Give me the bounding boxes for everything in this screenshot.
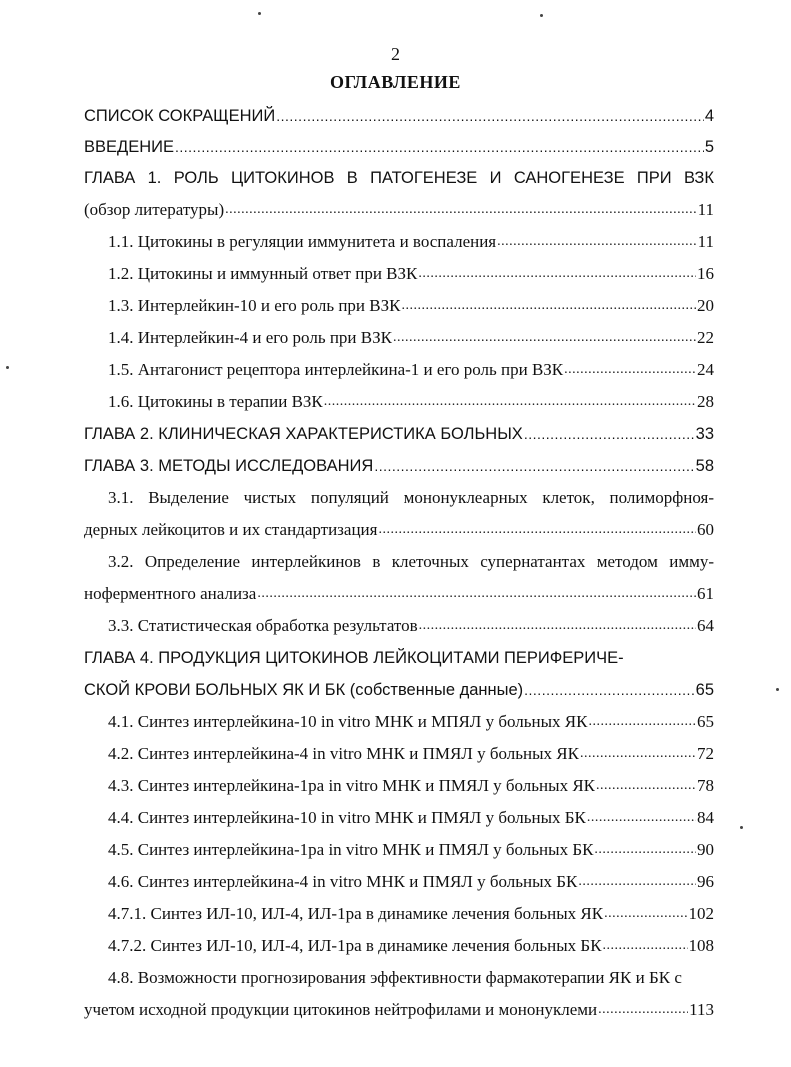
toc-entry-text: 4.4. Синтез интерлейкина-10 in vitro МНК и ПМЯЛ у больных БК — [108, 808, 586, 827]
toc-leader-dots — [257, 586, 696, 604]
toc-entry-4-1[interactable] — [108, 708, 714, 732]
toc-leader-dots — [497, 234, 696, 252]
toc-entry-page: 4 — [704, 107, 714, 125]
toc-leader-dots — [324, 394, 696, 412]
toc-leader-dots — [401, 298, 696, 316]
toc-entry-text-line1: 4.8. Возможности прогнозирования эффективности фармакотерапии ЯК и БК с — [108, 968, 682, 987]
toc-entry-chapter-3[interactable] — [84, 452, 714, 476]
toc-leader-dots — [598, 1002, 688, 1020]
toc-entry-1-6[interactable] — [108, 388, 714, 412]
toc-entry-page: 22 — [697, 328, 714, 347]
toc-leader-dots — [418, 266, 696, 284]
scan-speck — [740, 826, 743, 829]
toc-leader-dots — [374, 458, 694, 476]
toc-entry-page: 20 — [697, 296, 714, 315]
toc-entry-page: 33 — [695, 425, 714, 443]
page-number: 2 — [391, 44, 400, 64]
toc-leader-dots — [604, 906, 687, 924]
toc-entry-page: 78 — [697, 776, 714, 795]
scan-speck — [540, 14, 543, 17]
toc-entry-1-3[interactable] — [108, 292, 714, 316]
toc-leader-dots — [393, 330, 696, 348]
toc-entry-text: 3.3. Статистическая обработка результатов — [108, 616, 418, 635]
toc-entry-page: 65 — [695, 681, 714, 699]
toc-entry-text: 1.3. Интерлейкин-10 и его роль при ВЗК — [108, 296, 401, 315]
toc-entry-page: 96 — [697, 872, 714, 891]
toc-entry-page: 16 — [697, 264, 714, 283]
toc-entry-page: 28 — [697, 392, 714, 411]
toc-entry-4-6[interactable] — [108, 868, 714, 892]
toc-entry-page: 58 — [695, 457, 714, 475]
toc-entry-1-2[interactable] — [108, 260, 714, 284]
toc-leader-dots — [603, 938, 688, 956]
toc-entry-text: учетом исходной продукции цитокинов нейтрофилами и мононуклеми — [84, 1000, 598, 1019]
toc-leader-dots — [524, 682, 695, 700]
toc-entry-introduction[interactable] — [84, 133, 714, 157]
toc-entry-chapter-1[interactable] — [84, 164, 714, 188]
toc-entry-text: ГЛАВА 3. МЕТОДЫ ИССЛЕДОВАНИЯ — [84, 457, 374, 475]
toc-leader-dots — [175, 139, 704, 157]
toc-entry-page: 61 — [697, 584, 714, 603]
toc-entry-3-2[interactable] — [108, 548, 714, 572]
toc-entry-text: (обзор литературы) — [84, 200, 225, 219]
toc-entry-text-line1: ГЛАВА 4. ПРОДУКЦИЯ ЦИТОКИНОВ ЛЕЙКОЦИТАМИ ПЕРИФЕРИЧЕ- — [84, 649, 624, 667]
toc-entry-4-2[interactable] — [108, 740, 714, 764]
toc-leader-dots — [378, 522, 696, 540]
toc-entry-page: 84 — [697, 808, 714, 827]
toc-entry-text: 1.4. Интерлейкин-4 и его роль при ВЗК — [108, 328, 392, 347]
toc-entry-4-7-1[interactable] — [108, 900, 714, 924]
toc-entry-chapter-2[interactable] — [84, 420, 714, 444]
toc-entry-page: 24 — [697, 360, 714, 379]
toc-entry-text: ГЛАВА 2. КЛИНИЧЕСКАЯ ХАРАКТЕРИСТИКА БОЛЬНЫХ — [84, 425, 523, 443]
toc-entry-3-1[interactable] — [108, 484, 714, 508]
toc-leader-dots — [564, 362, 696, 380]
toc-entry-chapter-1-cont[interactable] — [84, 196, 714, 220]
toc-entry-3-3[interactable] — [108, 612, 714, 636]
toc-leader-dots — [225, 202, 696, 220]
toc-entry-text-line1: 3.1. Выделение чистых популяций мононуклеарных клеток, полиморфноя- — [108, 488, 714, 507]
toc-leader-dots — [419, 618, 696, 636]
toc-entry-page: 64 — [697, 616, 714, 635]
toc-entry-page: 72 — [697, 744, 714, 763]
toc-entry-page: 5 — [704, 138, 714, 156]
toc-entry-page: 90 — [697, 840, 714, 859]
toc-entry-text: СКОЙ КРОВИ БОЛЬНЫХ ЯК И БК (собственные данные) — [84, 681, 524, 699]
toc-entry-3-1-cont[interactable] — [84, 516, 714, 540]
toc-entry-text: 4.7.2. Синтез ИЛ-10, ИЛ-4, ИЛ-1ра в динамике лечения больных БК — [108, 936, 602, 955]
toc-leader-dots — [276, 108, 704, 126]
toc-entry-text: 1.1. Цитокины в регуляции иммунитета и воспаления — [108, 232, 497, 251]
scan-speck — [6, 366, 9, 369]
toc-entry-chapter-4[interactable] — [84, 644, 714, 668]
toc-leader-dots — [580, 746, 696, 764]
toc-entry-text: 1.5. Антагонист рецептора интерлейкина-1 и его роль при ВЗК — [108, 360, 564, 379]
toc-entry-text: 4.6. Синтез интерлейкина-4 in vitro МНК и ПМЯЛ у больных БК — [108, 872, 578, 891]
toc-entry-page: 113 — [689, 1000, 714, 1019]
toc-entry-text: 4.2. Синтез интерлейкина-4 in vitro МНК и ПМЯЛ у больных ЯК — [108, 744, 579, 763]
toc-entry-1-1[interactable] — [108, 228, 714, 252]
toc-leader-dots — [588, 714, 696, 732]
scan-speck — [258, 12, 261, 15]
toc-leader-dots — [596, 778, 696, 796]
toc-entry-text: СПИСОК СОКРАЩЕНИЙ — [84, 107, 276, 125]
toc-entry-text: ноферментного анализа — [84, 584, 257, 603]
toc-entry-page: 65 — [697, 712, 714, 731]
toc-entry-text: ВВЕДЕНИЕ — [84, 138, 174, 156]
toc-entry-text: 1.6. Цитокины в терапии ВЗК — [108, 392, 323, 411]
scan-speck — [776, 688, 779, 691]
toc-entry-text-line1: 3.2. Определение интерлейкинов в клеточных супернатантах методом имму- — [108, 552, 714, 571]
toc-entry-chapter-4-cont[interactable] — [84, 676, 714, 700]
toc-entry-text: 4.7.1. Синтез ИЛ-10, ИЛ-4, ИЛ-1ра в динамике лечения больных ЯК — [108, 904, 604, 923]
toc-entry-page: 60 — [697, 520, 714, 539]
toc-entry-1-4[interactable] — [108, 324, 714, 348]
toc-leader-dots — [587, 810, 696, 828]
toc-entry-page: 11 — [697, 200, 714, 219]
toc-entry-page: 102 — [688, 904, 714, 923]
toc-entry-4-7-2[interactable] — [108, 932, 714, 956]
toc-entry-abbreviations[interactable] — [84, 102, 714, 126]
toc-entry-text: 4.3. Синтез интерлейкина-1ра in vitro МНК и ПМЯЛ у больных ЯК — [108, 776, 595, 795]
toc-entry-text: 4.1. Синтез интерлейкина-10 in vitro МНК и МПЯЛ у больных ЯК — [108, 712, 588, 731]
toc-leader-dots — [594, 842, 696, 860]
toc-entry-4-4[interactable] — [108, 804, 714, 828]
toc-leader-dots — [524, 426, 695, 444]
toc-entry-4-8[interactable] — [108, 964, 714, 988]
toc-entry-page: 11 — [697, 232, 714, 251]
toc-entry-4-3[interactable] — [108, 772, 714, 796]
toc-entry-1-5[interactable] — [108, 356, 714, 380]
toc-entry-text: 4.5. Синтез интерлейкина-1ра in vitro МНК и ПМЯЛ у больных БК — [108, 840, 594, 859]
toc-entry-text: дерных лейкоцитов и их стандартизация — [84, 520, 378, 539]
toc-entry-page: 108 — [688, 936, 714, 955]
toc-entry-4-5[interactable] — [108, 836, 714, 860]
toc-entry-3-2-cont[interactable] — [84, 580, 714, 604]
page-title: ОГЛАВЛЕНИЕ — [330, 72, 461, 92]
toc-entry-text-line1: ГЛАВА 1. РОЛЬ ЦИТОКИНОВ В ПАТОГЕНЕЗЕ И САНОГЕНЕЗЕ ПРИ ВЗК — [84, 169, 714, 187]
toc-entry-text: 1.2. Цитокины и иммунный ответ при ВЗК — [108, 264, 418, 283]
toc-entry-4-8-cont[interactable] — [84, 996, 714, 1020]
toc-leader-dots — [578, 874, 696, 892]
